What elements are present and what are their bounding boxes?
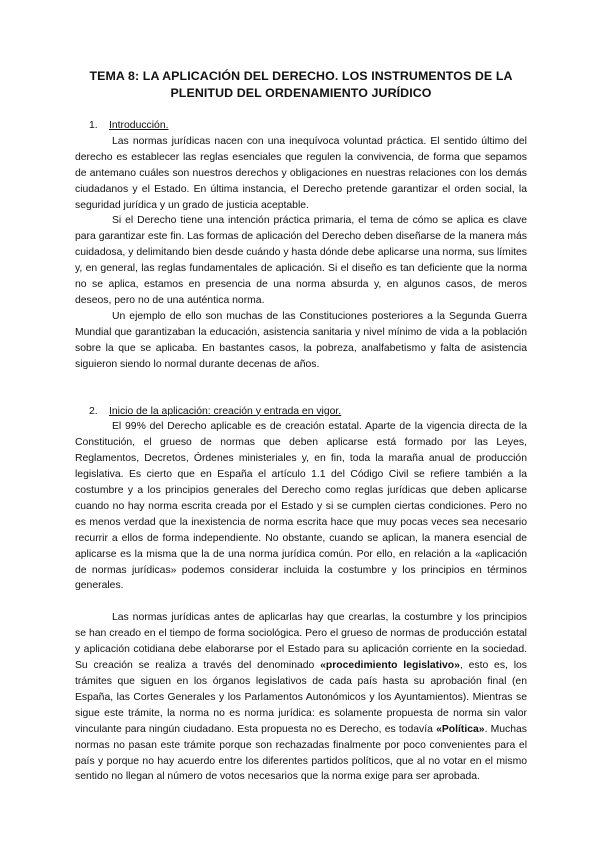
section-title: Introducción. [109,120,169,131]
section-number: 2. [89,405,98,417]
section-heading-inicio-aplicacion [89,404,527,420]
paragraph-text: Las normas jurídicas antes de aplicarlas hay que crearlas, la costumbre y los principios se han creado en el tiempo de forma sociológica. Pero el grueso de normas de producción estatal y aplicación cotidiana debe elaborarse por el Estado para su aplicación corriente en la sociedad. Su creación se realiza a través del denominado [75,612,527,672]
bold-term-politica: «Política» [436,723,485,735]
paragraph: El 99% del Derecho aplicable es de creación estatal. Aparte de la vigencia directa de la Constitución, el grueso de normas que deben aplicarse está formado por las Leyes, Reglamentos, Decretos, Órdenes ministeriales y, en fin, toda la maraña anual de producción legislativa. Es cierto que en España el artículo 1.1 del Código Civil se refiere también a la costumbre y a los principios generales del Derecho como reglas jurídicas que deben aplicarse cuando no hay norma escrita creada por el Estado y si se cumplen ciertas condiciones. Pero no es menos verdad que la inexistencia de norma escrita hace que muy pocas veces sea necesario recurrir a ellos de forma independiente. No obstante, cuando se aplican, la manera esencial de aplicarse es la misma que la de una norma jurídica común. Por ello, en relación a la «aplicación de normas jurídicas» podemos considerar incluida la costumbre y los principios en términos generales. [75,421,527,592]
bold-term-procedimiento-legislativo: «procedimiento legislativo» [320,660,460,672]
document-page [75,68,527,785]
paragraph [75,610,527,785]
section-heading-introduccion [89,118,527,134]
section-title: Inicio de la aplicación: creación y entrada en vigor. [109,405,342,417]
document-title: TEMA 8: LA APLICACIÓN DEL DERECHO. LOS INSTRUMENTOS DE LA PLENITUD DEL ORDENAMIENTO JURÍDICO [89,69,513,100]
paragraph: Si el Derecho tiene una intención práctica primaria, el tema de cómo se aplica es clave para garantizar este fin. Las formas de aplicación del Derecho deben diseñarse de la manera más cuidadosa, y delimitando bien desde cuándo y hasta dónde debe aplicarse una norma, sus límites y, en general, las reglas fundamentales de aplicación. Si el diseño es tan deficiente que la norma no se aplica, estamos en presencia de una norma absurda y, en algunos casos, de meros deseos, pero no de una auténtica norma. [75,215,527,306]
paragraph: Las normas jurídicas nacen con una inequívoca voluntad práctica. El sentido último del derecho es establecer las reglas esenciales que regulen la convivencia, de forma que sepamos de antemano cuáles son nuestros derechos y obligaciones en nuestras relaciones con los demás ciudadanos y el Estado. En última instancia, el Derecho pretende garantizar el orden social, la seguridad jurídica y un grado de justicia aceptable. [75,135,527,211]
section-number: 1. [89,120,98,131]
paragraph-text: , esto es, los trámites que siguen en los órganos legislativos de cada país hasta su aprobación final (en España, las Cortes Generales y los Parlamentos Autonómicos y los Ayuntamientos). Mientras se sigue este trámite, la norma no es norma jurídica: es solamente propuesta de norma sin valor vinculante para ningún ciudadano. Esta propuesta no es Derecho, es todavía [75,660,528,735]
paragraph-text: . Muchas normas no pasan este trámite porque son rechazadas finalmente por poco convenientes para el país y porque no hay acuerdo entre los diferentes partidos políticos, que al no votar en el mismo sentido no llegan al número de votos necesarios que la norma exige para ser aprobada. [75,723,527,783]
paragraph: Un ejemplo de ello son muchas de las Constituciones posteriores a la Segunda Guerra Mundial que garantizaban la educación, asistencia sanitaria y nivel mínimo de vida a la población sobre la que se aplicaba. En bastantes casos, la pobreza, analfabetismo y falta de asistencia siguieron siendo lo normal durante decenas de años. [75,310,527,370]
